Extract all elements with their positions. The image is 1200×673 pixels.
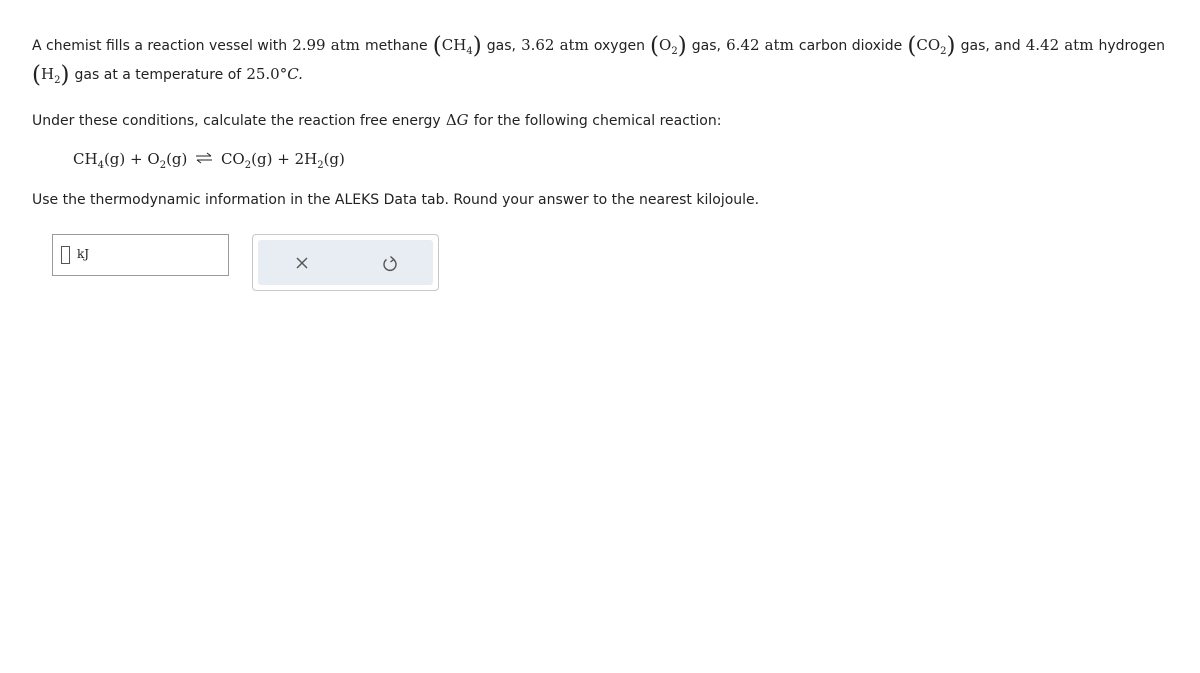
product-h2: $2H_2$ <box>294 150 324 171</box>
state-label: (g) <box>103 150 126 168</box>
question-tail: for the following chemical reaction: <box>473 113 722 129</box>
co2-word: carbon dioxide <box>798 38 903 54</box>
reactant-o2: $O_2$ <box>147 150 167 171</box>
hydrogen-pressure: 4.42 <box>1025 36 1060 54</box>
co2-formula: $(CO_2)$ <box>907 33 956 59</box>
tool-panel-background <box>258 240 433 285</box>
answer-input[interactable] <box>61 246 70 264</box>
atm-unit: atm <box>1064 36 1094 54</box>
oxygen-formula: $(O_2)$ <box>650 33 687 59</box>
equilibrium-arrow-icon <box>194 152 214 164</box>
instruction-text: Use the thermodynamic information in the ALEKS Data tab. Round your answer to the nearest kilojoule. <box>32 192 760 208</box>
oxygen-pressure: 3.62 <box>521 36 555 54</box>
chemical-equation <box>73 148 345 177</box>
gas-and-label: gas, and <box>960 38 1021 54</box>
atm-unit: atm <box>330 36 360 54</box>
hydrogen-word: hydrogen <box>1098 38 1165 54</box>
atm-unit: atm <box>764 36 794 54</box>
gas-label: gas, <box>486 38 516 54</box>
temperature-value: 25.0°C. <box>246 65 303 83</box>
reactant-ch4: $CH_4$ <box>73 150 104 171</box>
co2-pressure: 6.42 <box>726 36 760 54</box>
methane-formula: $(CH_4)$ <box>432 33 482 59</box>
undo-button[interactable] <box>346 240 433 285</box>
problem-line-2 <box>32 63 303 92</box>
state-label: (g) <box>166 150 188 168</box>
methane-word: methane <box>364 38 428 54</box>
clear-button[interactable] <box>258 240 345 285</box>
question-text: Under these conditions, calculate the reaction free energy <box>32 113 441 129</box>
state-label: (g) <box>251 150 273 168</box>
plus-sign: + <box>130 150 143 168</box>
gas-label: gas, <box>691 38 722 54</box>
intro-text: A chemist fills a reaction vessel with <box>32 38 288 54</box>
undo-icon <box>382 254 398 272</box>
delta-g-symbol: ΔG <box>445 111 469 129</box>
methane-pressure: 2.99 <box>292 36 326 54</box>
question-line <box>32 109 721 132</box>
x-icon <box>295 256 309 270</box>
tool-panel <box>252 234 439 291</box>
product-co2: $CO_2$ <box>220 150 252 171</box>
plus-sign: + <box>277 150 290 168</box>
unit-label: kJ <box>77 247 90 261</box>
temperature-text: gas at a temperature of <box>74 67 242 83</box>
oxygen-word: oxygen <box>593 38 645 54</box>
atm-unit: atm <box>559 36 589 54</box>
answer-box <box>52 234 229 276</box>
problem-line-1 <box>32 34 1165 63</box>
state-label: (g) <box>323 150 345 168</box>
hydrogen-formula: $(H_2)$ <box>32 62 70 88</box>
